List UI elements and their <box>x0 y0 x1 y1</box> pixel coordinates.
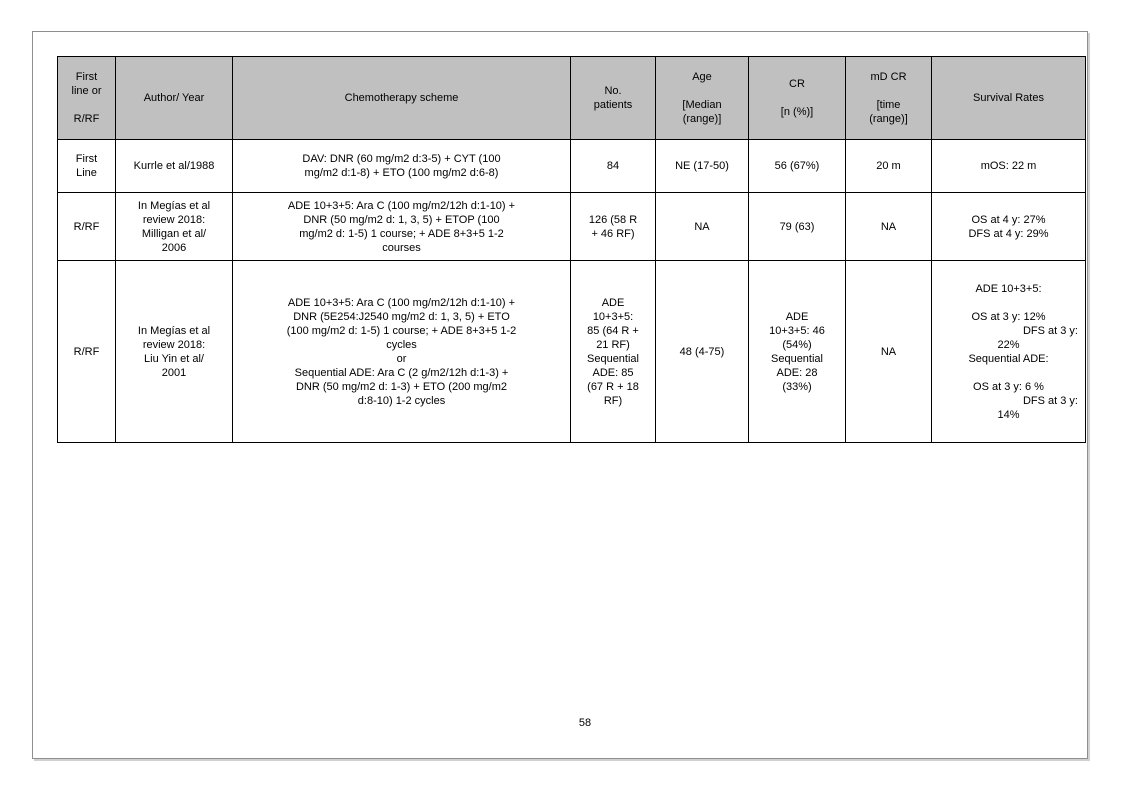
table-cell: Kurrle et al/1988 <box>116 140 233 193</box>
table-row <box>58 193 1086 261</box>
table-cell: 56 (67%) <box>749 140 846 193</box>
cell-line: ADE 10+3+5: <box>975 282 1042 295</box>
table-row <box>58 261 1086 443</box>
table-cell: ADE 10+3+5: 85 (64 R + 21 RF) Sequential ADE: 85 (67 R + 18 RF) <box>571 261 656 443</box>
table-cell: 84 <box>571 140 656 193</box>
chemotherapy-study-table <box>57 56 1086 443</box>
table-row <box>58 140 1086 193</box>
table-header <box>58 57 1086 140</box>
cell-line: OS at 3 y: 6 % <box>973 380 1044 393</box>
table-cell: NE (17-50) <box>656 140 749 193</box>
column-header: First line or R/RF <box>58 57 116 140</box>
table-cell: R/RF <box>58 261 116 443</box>
column-header: Chemotherapy scheme <box>233 57 571 140</box>
cell-line: 14% <box>997 408 1020 421</box>
column-header: CR [n (%)] <box>749 57 846 140</box>
table-cell: mOS: 22 m <box>932 140 1086 193</box>
table-cell: 79 (63) <box>749 193 846 261</box>
cell-line: DFS at 3 y: <box>1022 324 1078 337</box>
table-header-row <box>58 57 1086 140</box>
table-cell: In Megías et al review 2018: Milligan et al/ 2006 <box>116 193 233 261</box>
table-cell: In Megías et al review 2018: Liu Yin et al/ 2001 <box>116 261 233 443</box>
cell-line: OS at 3 y: 12% <box>971 310 1046 323</box>
cell-line <box>935 366 1082 380</box>
column-header: mD CR [time (range)] <box>846 57 932 140</box>
page-number: 58 <box>578 717 592 729</box>
table-cell: ADE 10+3+5: 46 (54%) Sequential ADE: 28 (33%) <box>749 261 846 443</box>
table-cell: ADE 10+3+5: Ara C (100 mg/m2/12h d:1-10) + DNR (50 mg/m2 d: 1, 3, 5) + ETOP (100 mg/m2 d: 1-5) 1 course; + ADE 8+3+5 1-2 courses <box>233 193 571 261</box>
cell-line: Sequential ADE: <box>968 352 1049 365</box>
table-cell: NA <box>656 193 749 261</box>
cell-line <box>935 296 1082 310</box>
column-header: No. patients <box>571 57 656 140</box>
table-cell: 20 m <box>846 140 932 193</box>
column-header: Age [Median (range)] <box>656 57 749 140</box>
document-page <box>32 31 1088 759</box>
table-cell: NA <box>846 193 932 261</box>
table-cell: OS at 4 y: 27% DFS at 4 y: 29% <box>932 193 1086 261</box>
table-cell: NA <box>846 261 932 443</box>
table-body <box>58 140 1086 443</box>
table-cell: R/RF <box>58 193 116 261</box>
table-cell: DAV: DNR (60 mg/m2 d:3-5) + CYT (100 mg/m2 d:1-8) + ETO (100 mg/m2 d:6-8) <box>233 140 571 193</box>
table-cell <box>932 261 1086 443</box>
table-cell: ADE 10+3+5: Ara C (100 mg/m2/12h d:1-10) + DNR (5E254:J2540 mg/m2 d: 1, 3, 5) + ETO (100 mg/m2 d: 1-5) 1 course; + ADE 8+3+5 1-2 cycles or Sequential ADE: Ara C (2 g/m2/12h d:1-3) + DNR (50 mg/m2 d: 1-3) + ETO (200 mg/m2 d:8-10) 1-2 cycles <box>233 261 571 443</box>
cell-line: DFS at 3 y: <box>1022 394 1078 407</box>
table-cell: 126 (58 R + 46 RF) <box>571 193 656 261</box>
column-header: Survival Rates <box>932 57 1086 140</box>
cell-line: 22% <box>997 338 1020 351</box>
table-cell: First Line <box>58 140 116 193</box>
table-cell: 48 (4-75) <box>656 261 749 443</box>
column-header: Author/ Year <box>116 57 233 140</box>
